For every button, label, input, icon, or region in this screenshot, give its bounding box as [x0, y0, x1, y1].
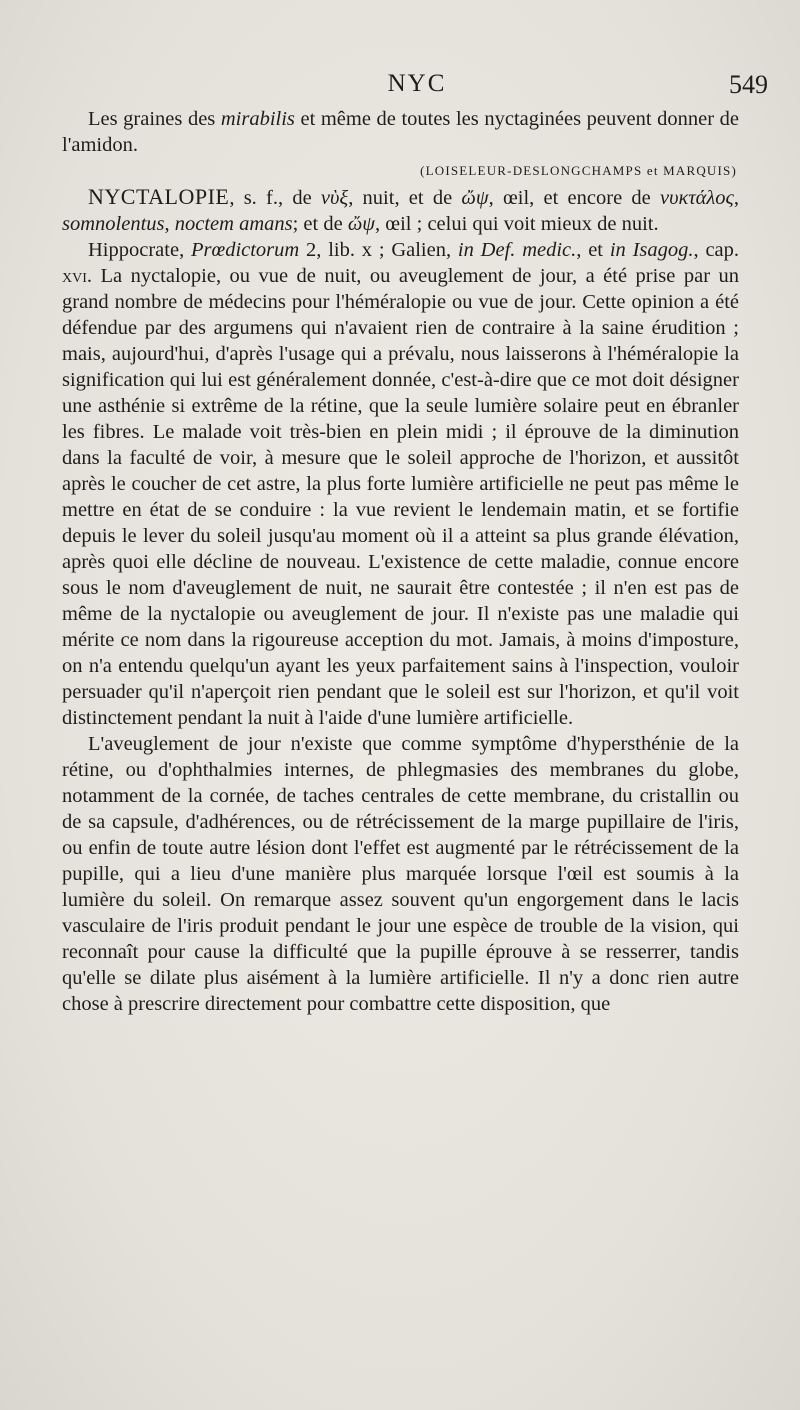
text-run: , œil ; celui qui voit mieux de nuit.	[375, 213, 659, 235]
author-attribution: (LOISELEUR-DESLONGCHAMPS et MARQUIS)	[420, 163, 737, 178]
greek-word: ὤψ	[461, 187, 489, 209]
paragraph-aveuglement: L'aveuglement de jour n'existe que comme symptôme d'hypersthénie de la rétine, ou d'ophthalmies internes, de phlegmasies des membranes du globe, notamment de la cornée, de taches centrales de cette membrane, du cristallin ou de sa capsule, d'adhérences, ou de rétrécissement de la marge pupillaire de l'iris, ou enfin de toute autre lésion dont l'effet est augmenté par le rétrécissement de la pupille, qui a lieu d'une manière plus marquée lorsque l'œil est soumis à la lumière du soleil. On remarque assez souvent qu'un engorgement dans le lacis vasculaire de l'iris produit pendant le jour une espèce de trouble de la vision, qui reconnaît pour cause la difficulté que la pupille éprouve à se resserrer, tandis qu'elle se dilate plus aisément à la lumière artificielle. Il n'y a donc rien autre chose à prescrire directement pour combattre cette disposition, que	[62, 733, 739, 1015]
paragraph-mirabilis	[62, 106, 739, 158]
italic-term: Prœdictorum	[191, 239, 300, 261]
italic-term: somnolentus	[62, 213, 165, 235]
page-number: 549	[729, 70, 768, 99]
paragraph-hippocrate	[62, 237, 739, 731]
greek-word: ὤψ	[347, 213, 376, 235]
italic-term: in Isagog.	[609, 239, 694, 261]
text-run: . La nyctalopie, ou vue de nuit, ou aveuglement de jour, a été prise par un grand nombre de médecins pour l'héméralopie ou vue de jour. Cette opinion a été défendue par des argumens qui n'avaient rien de contraire à la saine érudition ; mais, aujourd'hui, d'après l'usage qui a prévalu, nous laisserons à l'héméralopie la signification qui lui est généralement donnée, c'est-à-dire que ce mot doit désigner une asthénie si extrême de la rétine, que la seule lumière solaire peut en ébranler les fibres. Le malade voit très-bien en plein midi ; il éprouve de la diminution dans la faculté de voir, à mesure que le soleil approche de l'horizon, et aussitôt après le coucher de cet astre, la plus forte lumière artificielle ne peut pas même le mettre en état de se conduire : la vue revient le lendemain matin, et se fortifie depuis le lever du soleil jusqu'au moment où il a atteint sa plus grande élévation, après quoi elle décline de nouveau. L'existence de cette maladie, connue encore sous le nom d'aveuglement de nuit, ne saurait être contestée ; il n'en est pas de même de la nyctalopie ou aveuglement de jour. Il n'existe pas une maladie qui mérite ce nom dans la rigoureuse acception du mot. Jamais, à moins d'imposture, on n'a entendu quelqu'un ayant les yeux parfaitement sains à l'inspection, vouloir persuader qu'il n'aperçoit rien pendant que le soleil est sur l'horizon, et qu'il voit distinctement pendant la nuit à l'aide d'une lumière artificielle.	[62, 265, 739, 729]
text-run: , cap.	[693, 239, 740, 261]
page-header	[62, 68, 772, 108]
text-run: ,	[164, 213, 175, 235]
text-run: Les graines des	[88, 108, 221, 130]
text-run: , œil, et encore de	[488, 187, 660, 209]
roman-numeral: xvi	[62, 265, 87, 287]
text-run: ,	[733, 187, 739, 209]
text-run: 2, lib. x ; Galien,	[299, 239, 458, 261]
body-text	[62, 106, 739, 1017]
greek-word: νυκτάλος	[659, 187, 734, 209]
text-run: , s. f., de	[229, 187, 321, 209]
entry-headword: NYCTALOPIE	[88, 184, 230, 209]
entry-nyctalopie	[62, 184, 739, 237]
text-run: et même de toutes les nyctaginées peuvent donner de l'amidon.	[62, 108, 740, 156]
italic-term: mirabilis	[220, 108, 295, 130]
running-head: NYC	[387, 70, 447, 97]
italic-term: in Def. medic.	[457, 239, 577, 261]
text-run: Hippocrate,	[88, 239, 192, 261]
greek-word: νὺξ	[320, 187, 349, 209]
text-run: , nuit, et de	[348, 187, 462, 209]
text-run: , et	[576, 239, 610, 261]
text-run: ; et de	[292, 213, 348, 235]
italic-term: noctem amans	[174, 213, 293, 235]
